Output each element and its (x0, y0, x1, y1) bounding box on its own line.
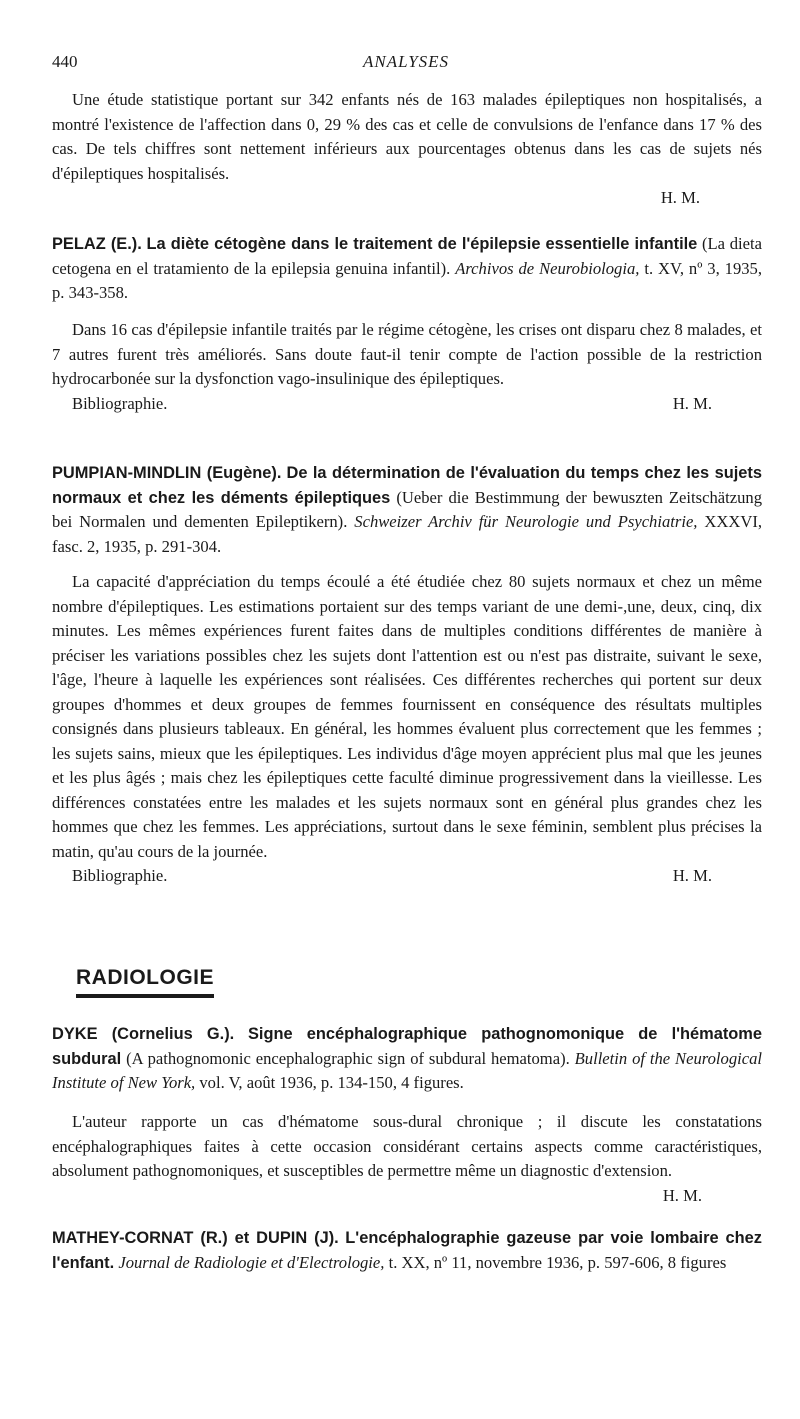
entry-title: De la détermination de l'évaluation du temps chez les sujets normaux et chez les déments épileptiques (52, 464, 762, 507)
entry-heading (52, 1022, 762, 1096)
entry-dyke (52, 1022, 762, 1096)
bibliography-note: Bibliographie. (72, 393, 168, 413)
entry-pumpian-mindlin (52, 461, 762, 559)
entry-heading (52, 1226, 762, 1275)
entry-authors: DYKE (Cornelius G.). (52, 1025, 235, 1043)
entry-pumpian-mindlin-body (52, 570, 762, 889)
entry-heading (52, 232, 762, 306)
entry-journal: Bulletin of the Neurological Institute of New York, (52, 1048, 763, 1092)
entry-body-text: L'auteur rapporte un cas d'hématome sous-dural chronique ; il discute les constatations encéphalographiques faites à cette occasion considérant certains aspects comme caractéristiques, absolument pathognomoniques, et susceptibles de permettre même un diagnostic d'extension. (52, 1112, 762, 1180)
section-heading-radiologie: RADIOLOGIE (76, 966, 214, 998)
entry-signature: H. M. (662, 1185, 702, 1205)
page-number: 440 (52, 52, 78, 71)
entry-citation: vol. V, août 1936, p. 134-150, 4 figures. (199, 1073, 464, 1092)
running-header (52, 52, 760, 76)
entry-title: La diète cétogène dans le traitement de l'épilepsie essentielle infantile (146, 235, 698, 253)
intro-paragraph: Une étude statistique portant sur 342 enfants nés de 163 malades épileptiques non hospitalisés, a montré l'existence de l'affection dans 0, 29 % des cas et celle de convulsions de l'enfance dans 17 % des cas. De tels chiffres sont nettement inférieurs aux pourcentages obtenus dans les cas de sujets nés d'épileptiques hospitalisés. (52, 90, 762, 183)
entry-citation: t. XX, nº 11, novembre 1936, p. 597-606, 8 figures (388, 1252, 727, 1272)
entry-translation: (A pathognomonic encephalographic sign of subdural hematoma). (126, 1048, 570, 1068)
entry-pelaz (52, 232, 762, 306)
entry-journal: Schweizer Archiv für Neurologie und Psychiatrie, (354, 512, 698, 531)
entry-title: Signe encéphalographique pathognomonique de l'hématome subdural (52, 1025, 762, 1068)
entry-body (52, 1110, 762, 1205)
bibliography-note: Bibliographie. (72, 866, 168, 885)
entry-authors: PELAZ (E.). (52, 235, 142, 253)
entry-translation: (La dieta cetogena en el tratamiento de la epilepsia genuina infantil). (52, 234, 762, 278)
entry-authors: MATHEY-CORNAT (R.) et DUPIN (J). (52, 1229, 339, 1247)
entry-signature: H. M. (672, 393, 712, 413)
entry-citation: t. XV, nº 3, 1935, p. 343-358. (52, 258, 762, 302)
entry-body: La capacité d'appréciation du temps écoulé a été étudiée chez 80 sujets normaux et chez un même nombre d'épileptiques. Les estimations portaient sur des temps variant de une demi-,une, deux, cinq, dix minutes. Les mêmes expériences furent faites dans de multiples conditions différentes de manière à préciser les variations possibles chez les sujets dont l'attention est ou n'est pas distraite, suivant le sexe, l'âge, l'heure à laquelle les expériences sont réalisées. Ces différentes recherches qui portent sur deux groupes d'hommes et deux groupes de femmes fournissent en conséquence des résultats multiples consignés dans plusieurs tableaux. En général, les hommes évaluent plus correctement que les femmes ; les sujets sains, mieux que les épileptiques. Les individus d'âge moyen apprécient plus mal que les jeunes et les plus âgés ; mais chez les épileptiques cette faculté diminue progressivement dans la vieillesse. Les différences constatées entre les malades et les sujets normaux sont en général plus grandes chez les hommes que chez les femmes. Les appréciations, surtout dans le sexe féminin, semblent plus précises la matin, qu'au cours de la journée. (52, 572, 762, 861)
entry-journal: Journal de Radiologie et d'Electrologie, (118, 1252, 385, 1272)
entry-footer (52, 392, 762, 417)
entry-dyke-body (52, 1110, 762, 1208)
entry-translation: (Ueber die Bestimmung der bewuszten Zeitschätzung bei Normalen und dementen Epileptikern). (52, 487, 762, 531)
entry-footer (52, 864, 762, 889)
entry-heading (52, 461, 762, 559)
entry-signature: H. M. (672, 866, 712, 885)
entry-journal: Archivos de Neurobiologia, (455, 258, 640, 278)
intro-block (52, 88, 762, 211)
entry-body: Dans 16 cas d'épilepsie infantile traités par le régime cétogène, les crises ont disparu chez 8 malades, et 7 autres furent très améliorés. Sans doute faut-il tenir compte de l'action possible de la restriction hydrocarbonée sur la dysfonction vago-insulinique des épileptiques. (52, 320, 762, 388)
running-title: ANALYSES (362, 52, 450, 71)
entry-title: L'encéphalographie gazeuse par voie lombaire chez l'enfant. (52, 1229, 762, 1272)
entry-pelaz-body (52, 318, 762, 416)
entry-citation: XXXVI, fasc. 2, 1935, p. 291-304. (52, 512, 762, 556)
intro-signature: H. M. (660, 188, 700, 207)
entry-authors: PUMPIAN-MINDLIN (Eugène). (52, 464, 282, 482)
entry-mathey-cornat (52, 1226, 762, 1275)
